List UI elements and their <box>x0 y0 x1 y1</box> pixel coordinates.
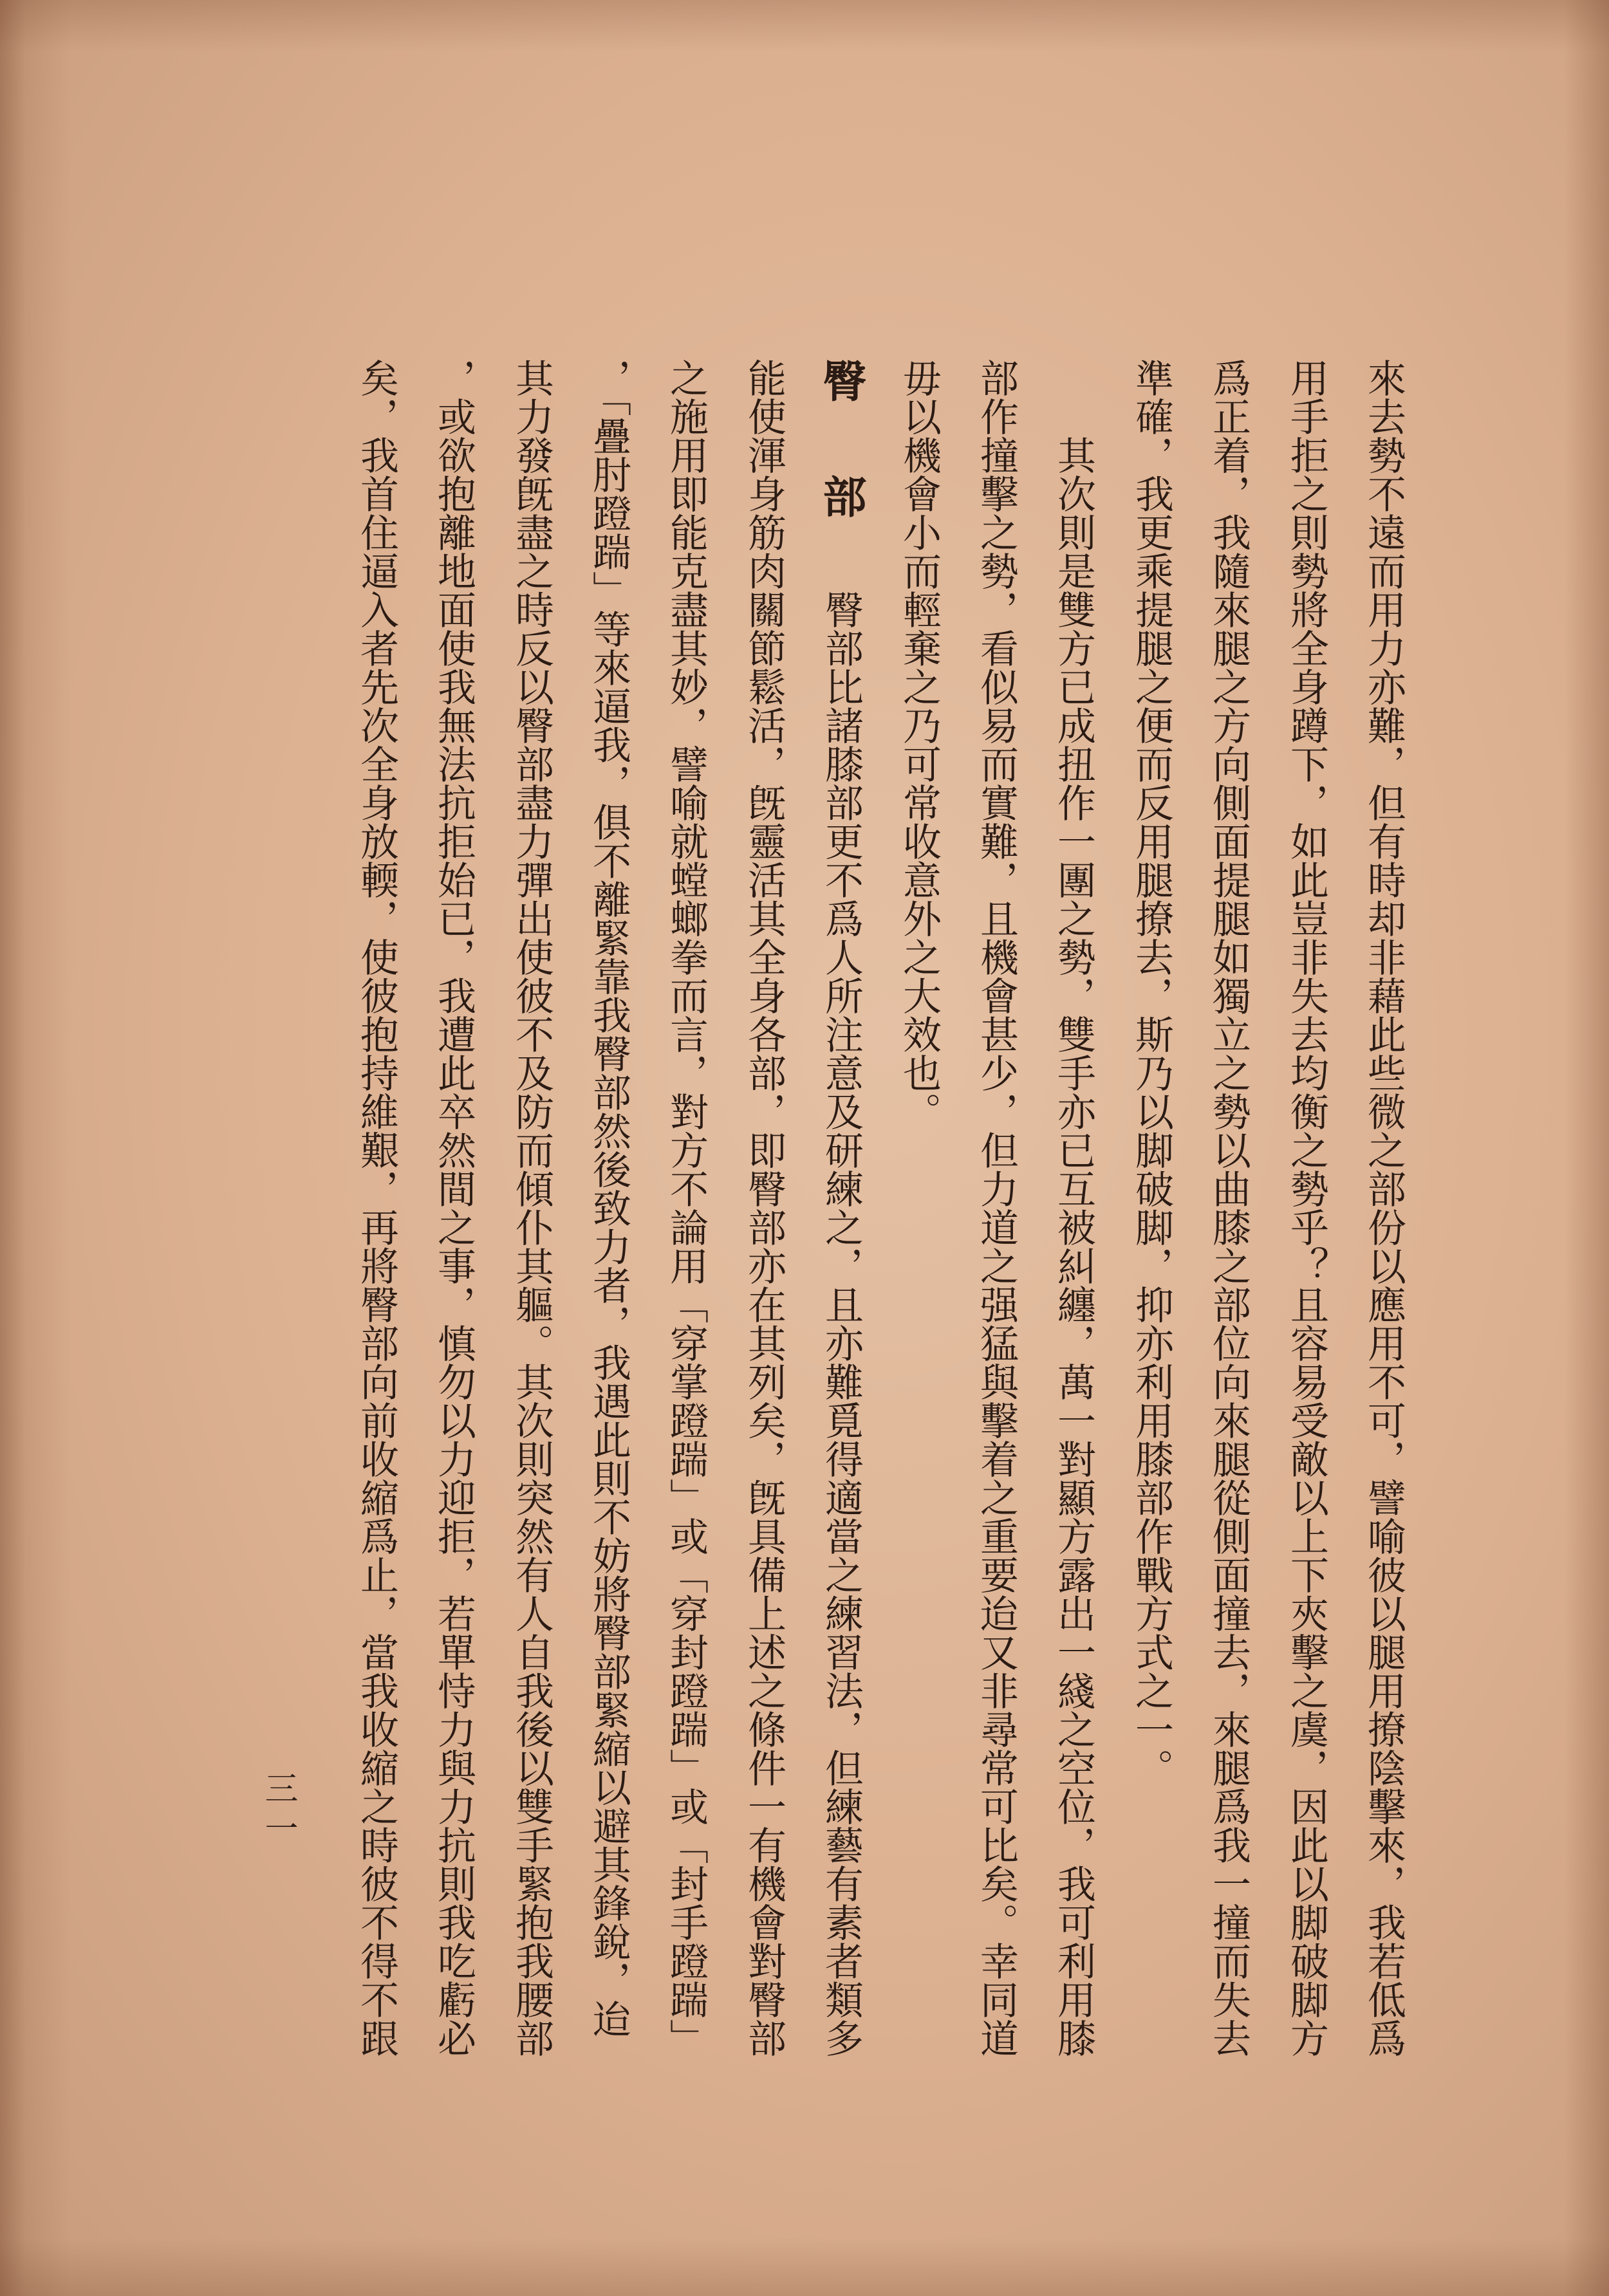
text-column-paragraph-start: 其次則是雙方已成扭作一團之勢，雙手亦已互被糾纏，萬一對顯方露出一綫之空位，我可利用膝 <box>1051 436 1096 2057</box>
text-column: 毋以機會小而輕棄之乃可常收意外之大效也。 <box>897 358 942 1131</box>
section-heading: 臀部 <box>815 358 867 590</box>
page-number: 三一 <box>259 1771 297 1851</box>
text-column: 部作撞擊之勢，看似易而實難，且機會甚少，但力道之强猛與擊着之重要迨又非尋常可比矣。幸同道 <box>974 358 1019 2057</box>
text-column: 準確，我更乘提腿之便而反用腿撩去，斯乃以脚破脚，抑亦利用膝部作戰方式之一。 <box>1129 358 1174 1787</box>
text-column: 之施用即能克盡其妙，譬喻就螳螂拳而言，對方不論用「穿掌蹬踹」或「穿封蹬踹」或「封手蹬踹」 <box>664 358 709 2057</box>
text-column: 爲正着，我隨來腿之方向側面提腿如獨立之勢以曲膝之部位向來腿從側面撞去，來腿爲我一撞而失去 <box>1206 358 1251 2057</box>
text-column: 用手拒之則勢將全身蹲下，如此豈非失去均衡之勢乎？且容易受敵以上下夾擊之虞，因此以脚破脚方 <box>1284 358 1329 2057</box>
text-column: 臀部比諸膝部更不爲人所注意及研練之，且亦難覓得適當之練習法，但練藝有素者類多 <box>819 590 864 2057</box>
text-column: 矣，我首住逼入者先次全身放輭，使彼抱持維艱，再將臀部向前收縮爲止，當我收縮之時彼不得不跟 <box>354 358 399 2057</box>
text-column: ，「疊肘蹬踹」等來逼我，俱不離緊靠我臀部然後致力者，我遇此則不妨將臀部緊縮以避其鋒銳，迨 <box>586 358 631 2038</box>
text-column: ，或欲抱離地面使我無法抗拒始已，我遭此卒然間之事，慎勿以力迎拒，若單恃力與力抗則我吃虧必 <box>431 358 476 2057</box>
text-column: 能使渾身筋肉關節鬆活，旣靈活其全身各部，即臀部亦在其列矣，旣具備上述之條件一有機會對臀部 <box>741 358 786 2057</box>
text-column: 其力發旣盡之時反以臀部盡力彈出使彼不及防而傾仆其軀。其次則突然有人自我後以雙手緊抱我腰部 <box>509 358 554 2057</box>
text-column: 來去勢不遠而用力亦難，但有時却非藉此些微之部份以應用不可，譬喻彼以腿用撩陰擊來，我若低爲 <box>1361 358 1406 2057</box>
